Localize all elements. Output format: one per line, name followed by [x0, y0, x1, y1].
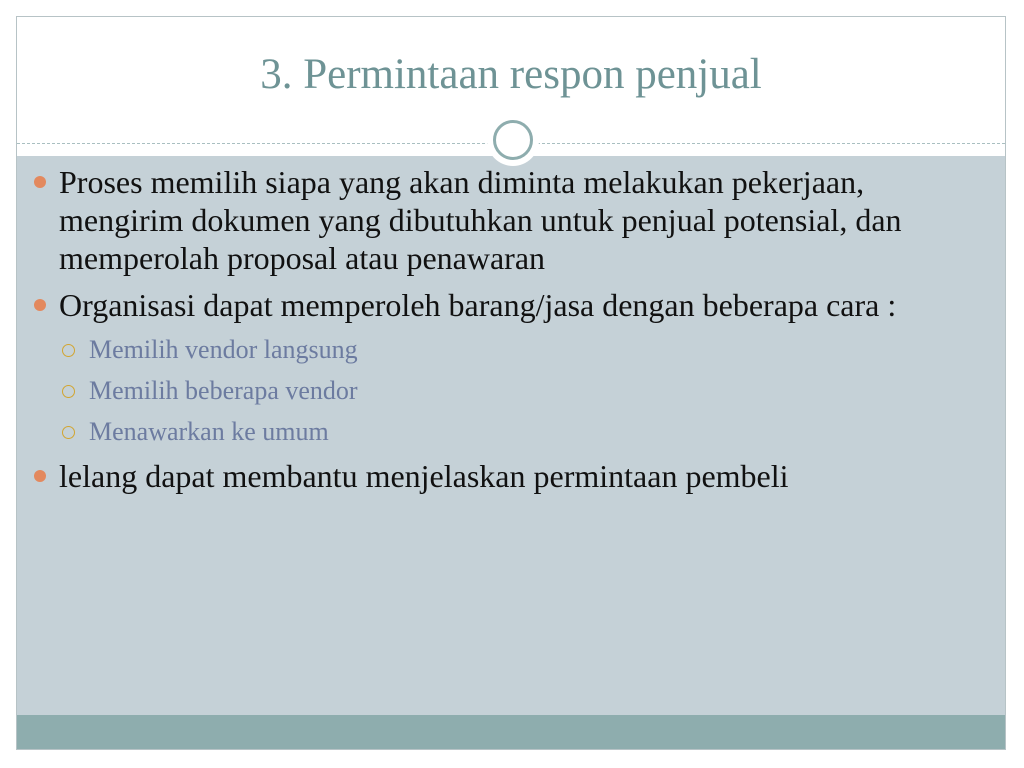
bullet-text: Organisasi dapat memperoleh barang/jasa dengan beberapa cara :	[59, 287, 897, 323]
filled-circle-bullet-icon	[34, 176, 46, 188]
ring-ornament-icon	[487, 114, 539, 166]
bullet-text: Proses memilih siapa yang akan diminta melakukan pekerjaan, mengirim dokumen yang dibutuhkan untuk penjual potensial, dan memperolah proposal atau penawaran	[59, 164, 902, 276]
sub-bullet-list	[34, 334, 954, 448]
hollow-circle-bullet-icon	[62, 385, 75, 398]
filled-circle-bullet-icon	[34, 470, 46, 482]
sub-bullet-item-public-offer	[34, 416, 954, 448]
bullet-item-process	[34, 163, 954, 277]
sub-bullet-text: Memilih vendor langsung	[89, 335, 358, 364]
bullet-list	[34, 163, 954, 504]
bullet-text: lelang dapat membantu menjelaskan permintaan pembeli	[59, 458, 789, 494]
sub-bullet-text: Memilih beberapa vendor	[89, 376, 358, 405]
bullet-item-organization	[34, 286, 954, 448]
footer-bar	[17, 715, 1005, 750]
sub-bullet-item-multiple-vendors	[34, 375, 954, 407]
filled-circle-bullet-icon	[34, 299, 46, 311]
hollow-circle-bullet-icon	[62, 344, 75, 357]
bullet-item-auction	[34, 457, 954, 495]
hollow-circle-bullet-icon	[62, 426, 75, 439]
sub-bullet-text: Menawarkan ke umum	[89, 417, 329, 446]
sub-bullet-item-direct-vendor	[34, 334, 954, 366]
slide-title: 3. Permintaan respon penjual	[260, 51, 762, 98]
